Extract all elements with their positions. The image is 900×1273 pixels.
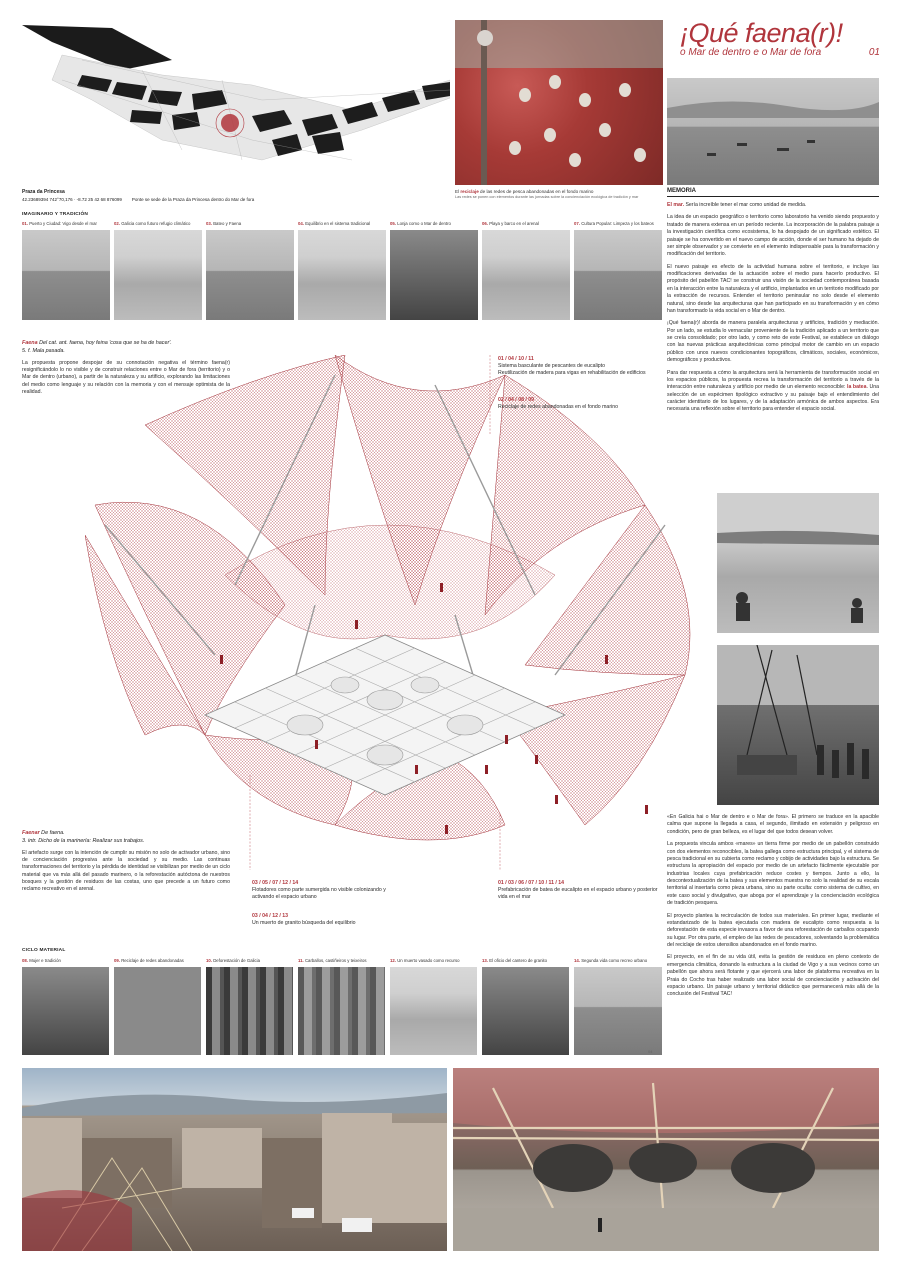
memoria-p6: El proyecto plantea la recirculación de todos sus materiales. En primer lugar, mediante el estandarizado de la batea ejecutada con madera de eucalipto como respuesta a la deforestación de esta especie invasora a favor de una reforestación de carballos ocupando su lugar. Por otra parte, el empleo de las redes de pescadores, solventando la problemática del reciclaje de estos utensilios abandonados en el fondo marino. [667,912,879,948]
tradition-label-6: 06. Playa y barco en el arenal [482,221,539,226]
cycle-label-6: 13. El oficio del cantero de granito [482,958,547,963]
pavilion-drawing [85,355,695,875]
memoria-text: El mar. Sería increíble tener el mar como unidad de medida. La idea de un espacio geográfico o territorio como laboratorio ha venido siendo propuesto y tratado de manera extensa en un período reciente. La incorporación de la palabra paisaje a la investigación científica como ecosistema, lo ha despojado de un significado estético. El paisaje se ha convertido en el nuevo campo de acción, donde el ser humano ha dejado de ser simple observador y se convierte en el elemento indispensable para la transformación y modificación del territorio. El nuevo paisaje es efecto de la actividad humana sobre el territorio, e incluye las modificaciones derivadas de la actuación sobre el medio para hacerlo productivo. El propósito del pabellón TAC! se construir una visión de la sociedad contemporánea basada en la interacción entre la naturaleza y el artificio, implantados en un territorio modificado por la extracción de recursos. Entender el territorio peninsular no solo desde el elemento natural, sino desde las arquitecturas que han participado en su transformación y en cómo han transformado la vida social en o Mar de dentro. ¡Qué faena(r)! aborda de manera paralela arquitecturas y artificios, tradición y mediación. Por un lado, se estudia lo vernacular proveniente de la tradición aplicado a un territorio que se creía consolidado; por otro lado, y como reto de este Festival, se establece un diálogo con las nuevas prácticas arquitectónicas como principal motor de cambio en un espacio público con unos nuevos condicionantes topográficos, climáticos, sociales, económicos, demográficos y productivos. Para dar respuesta a cómo la arquitectura será la herramienta de transformación social en los espacios públicos, la propuesta recrea la transformación del territorio a través de la interacción entre naturaleza y artificio por medio de un elemento reconocible: la batea. Una selección de un espécimen tipológico extractivo y su paisaje bajo el entendimiento del carácter identitario de los lugares, y de la adaptación armónica de ambos aspectos. Era necesaria una reflexión sobre el territorio para entender el espacio social. [667,202,880,413]
cycle-photo-4 [298,967,385,1055]
faenar-term: Faenar [22,830,40,836]
cycle-label-1: 08. Mujer e tradición [22,958,61,963]
net-photo-drawing [455,20,663,185]
city-render [22,1068,447,1251]
memoria-p3: ¡Qué faena(r)! aborda de manera paralela arquitecturas y artificios, tradición y mediación. Por un lado, se estudia lo vernacular proveniente de la tradición aplicado a un territorio que se creía consolidado; por otro lado, y como reto de este Festival, se establece un diálogo con las nuevas prácticas arquitectónicas como principal motor de cambio en un espacio público con unos nuevos condicionantes topográficos, climáticos, sociales, económicos, demográficos y productivos. [667,320,879,364]
map-caption [22,189,452,203]
tradition-photo-2 [114,230,202,320]
memoria-p2: El nuevo paisaje es efecto de la actividad humana sobre el territorio, e incluye las modificaciones derivadas de la actuación sobre el medio para hacerlo productivo. El propósito del pabellón TAC! se construir una visión de la sociedad contemporánea basada en la interacción entre la naturaleza y el artificio, implantados en un territorio modificado por la extracción de recursos. Entender el territorio peninsular no solo desde el elemento natural, sino desde las arquitecturas que han participado en su transformación y en cómo han transformado la vida social en o Mar de dentro. [667,263,879,314]
cycle-label-3: 10. Deforestación de Galicia [206,958,261,963]
city-render-drawing [22,1068,447,1251]
tradition-photo-1 [22,230,110,320]
page-title: ¡Qué faena(r)! [680,18,843,48]
tradition-section-label: IMAGINARIO Y TRADICIÓN [22,212,89,217]
faena-definition: Faena Del cat. ant. faena, hoy feina 'cosa que se ha de hacer'. 5. f. Mala pasada. La propuesta propone despojar de su connotación negativa el término faena(r) resignificándolo lo no visible y de construir relaciones entre o Mar de fora (territorio) y o Mar de dentro (urbano), a partir de la naturaleza y su artificio, explorando las limitaciones del medio como lenguaje y su relación con la memoria y con el mensaje optimista de la realidad. [22,340,230,396]
page-subtitle: o Mar de dentro e o Mar de fora [680,47,822,58]
cycle-strip [22,958,662,1056]
memoria-p7: El proyecto, en el fin de su vida útil, evita la gestión de residuos en pleno contexto de emergencia climática, donando la estructura a la ciudad de Vigo y a sus vecinos como un pabellón que ahora será flotante y que ejercerá una labor de plataforma recreativa en la Praia do Cocho tras haber realizado una labor social de concienciación y activación del espacio urbano. Un paisaje urbano y territorial didáctico que permanecerá más allá de la conclusión del Festival TAC! [667,954,879,998]
bay-photo-drawing [667,78,879,185]
cycle-page-mark: 04 [648,1049,653,1054]
faena-meaning: 5. f. Mala pasada. [22,347,65,354]
annotation-prefabrication: 01 / 03 / 06 / 07 / 10 / 11 / 14 Prefabricación de batea de eucalipto en el espacio urbano y posterior vida en el mar [498,880,658,901]
tradition-photo-7 [574,230,662,320]
caption-line2: Las redes se ponen con elementos durante las jornadas sobre la concienciación ecológica de tradición y mar [455,194,639,199]
tradition-label-1: 01. Puerto y Ciudad: Vigo desde el mar [22,221,97,226]
pavilion-render [453,1068,879,1251]
cycle-label-2: 09. Reciclaje de redes abandonadas [114,958,184,963]
faena-term: Faena [22,340,38,346]
annotation-net-recycling: 02 / 04 / 08 / 09 Reciclaje de redes abandonadas en el fondo marino [498,397,618,411]
sheet-number: 01 [868,47,880,58]
faenar-meaning: 3. intr. Dicho de la marinería: Realizar sus trabajos. [22,837,145,844]
harbour-photo [717,645,879,805]
beach-photo [717,493,879,633]
tradition-label-3: 03. Bateo y Faena [206,221,242,226]
net-photo-caption: El reciclaje de las redes de pesca abandonadas en el fondo marino Las redes se ponen con elementos durante las jornadas sobre la concienciación ecológica de tradición y mar [455,189,665,200]
tradition-label-7: 07. Cultura Popular: Limpeza y los bateos [574,221,654,226]
site-map-drawing [22,20,450,185]
annotation-eucalyptus-pole: 01 / 04 / 10 / 11 Sistema basculante de pescantes de eucalipto Reutilización de madera para vigas en rehabilitación de edificios [498,356,646,377]
memoria-column [667,188,879,419]
tradition-photo-5 [390,230,478,320]
map-place: Praza da Princesa [22,189,65,195]
tradition-photo-3 [206,230,294,320]
cycle-label-7: 14. Segunda vida como recreo urbano [574,958,648,963]
site-map [22,20,450,185]
memoria-lead: El mar. [667,202,685,208]
net-photo [455,20,663,185]
faenar-definition: Faenar De faena. 3. intr. Dicho de la marinería: Realizar sus trabajos. El artefacto surge con la intención de cumplir su misión no solo de activador urbano, sino de concienciación progresiva ante la sociedad y su medio. Las continuas transformaciones del territorio y la pérdida de identidad se visibilizan por medio de un ciclo material que va más allá del pasado marinero, o la reforestación autóctona de nuestros bosques y la gestión de residuos de las costas, uno que precede a un futuro como reclamo recreativo en el arenal. [22,830,230,893]
cycle-photo-6 [482,967,569,1055]
tradition-label-5: 05. Lonja como o Mar de dentro [390,221,451,226]
cycle-photo-7 [574,967,662,1055]
cycle-label-5: 12. Un muerto vasado como recurso [390,958,460,963]
pavilion-render-drawing [453,1068,879,1251]
memoria-quote: «En Galicia hai o Mar de dentro e o Mar de fora». El primero se traduce en la apacible calma que supone la llegada a casa, el segundo, ilimitado en extensión y peligroso en condición, pero de gran belleza, es el lugar del que todos desean volver. [667,814,879,835]
tradition-label-4: 04. Equilibrio en el sistema tradicional [298,221,371,226]
beach-photo-drawing [717,493,879,633]
tradition-label-2: 02. Galicia como futuro refugio climático [114,221,191,226]
cycle-photo-5 [390,967,477,1055]
memoria-continued [667,814,879,1004]
map-coords: 42.23689394 742°70,176 · -8.72 25 42 68 876099 [22,196,122,202]
tradition-photo-4 [298,230,386,320]
title-block [680,18,880,58]
cycle-label-4: 11. Carballos, castiñeiros y teixeiros [298,958,367,963]
cycle-photo-1 [22,967,109,1055]
annotation-granite: 03 / 04 / 12 / 13 Un muerto de granito búsqueda del equilibrio [252,913,356,927]
pavilion-axonometric [85,355,695,875]
cycle-photo-2 [114,967,201,1055]
cycle-section-label: CICLO MATERIAL [22,948,66,953]
tradition-photo-6 [482,230,570,320]
map-note: Ponte se sede de la Praza da Princesa dentro do Mar de fora [131,196,255,202]
cycle-photo-3 [206,967,293,1055]
tradition-strip [22,221,662,321]
memoria-p1: La idea de un espacio geográfico o territorio como laboratorio ha venido siendo propuesto y tratado de manera extensa en un período reciente. La incorporación de la palabra paisaje a la investigación científica como ecosistema, lo ha despojado de un significado estético. El paisaje se ha convertido en el nuevo campo de acción, donde el ser humano ha dejado de ser simple observador y se convierte en el elemento indispensable para la transformación y modificación del territorio. [667,214,879,258]
bay-photo [667,78,879,185]
faenar-body: El artefacto surge con la intención de cumplir su misión no solo de activador urbano, sino de concienciación progresiva ante la sociedad y su medio. Las continuas transformaciones del territorio y la pérdida de identidad se visibilizan por medio de un ciclo material que va más allá del pasado marinero, o la reforestación autóctona de nuestros bosques y la gestión de residuos de las costas, uno que precede a un futuro como reclamo recreativo en el arenal. [22,849,230,893]
harbour-photo-drawing [717,645,879,805]
memoria-p4: Para dar respuesta a cómo la arquitectura será la herramienta de transformación social en los espacios públicos, la propuesta recrea la transformación del territorio a través de la interacción entre naturaleza y artificio por medio de un elemento reconocible: la batea. Una selección de un espécimen tipológico extractivo y su paisaje bajo el entendimiento del carácter identitario de los lugares, y de la adaptación armónica de ambos aspectos. Era necesaria una reflexión sobre el territorio para entender el espacio social. [667,369,880,413]
faena-body: La propuesta propone despojar de su connotación negativa el término faena(r) resignificándolo lo no visible y de construir relaciones entre o Mar de fora (territorio) y o Mar de dentro (urbano), a partir de la naturaleza y su artificio, explorando las limitaciones del medio como lenguaje y su relación con la memoria y con el mensaje optimista de la realidad. [22,359,230,396]
memoria-p5: La propuesta vincula ambos «mares» un tierra firme por medio de un pabellón construido con dos elementos reconocibles, la batea gallega como estructura principal, y el sistema de pesca tradicional en su cubierta como reclamo y cobijo de actividades bajo la estructura. Se estructura la apropiación del espacio por medio de un artefacto fácilmente ejecutable por industrias locales cuya prefabricación reduce costes y tiempos. Junto a ello, la descontextualización de la batea y sus elementos muestra no solo la realidad de su escala territorial al insertarla como pieza urbana, sino su parte oculta: como sistema de cultivo, en este caso social y divulgativo, que aboga por el aprendizaje y la concienciación ecológica de tradición pesquera. [667,841,879,907]
caption-highlight: reciclaje [460,189,479,194]
annotation-floats: 03 / 05 / 07 / 12 / 14 Flotadores como parte sumergida no visible colonizando y activando el espacio urbano [252,880,386,901]
memoria-heading: MEMORIA [667,188,879,197]
